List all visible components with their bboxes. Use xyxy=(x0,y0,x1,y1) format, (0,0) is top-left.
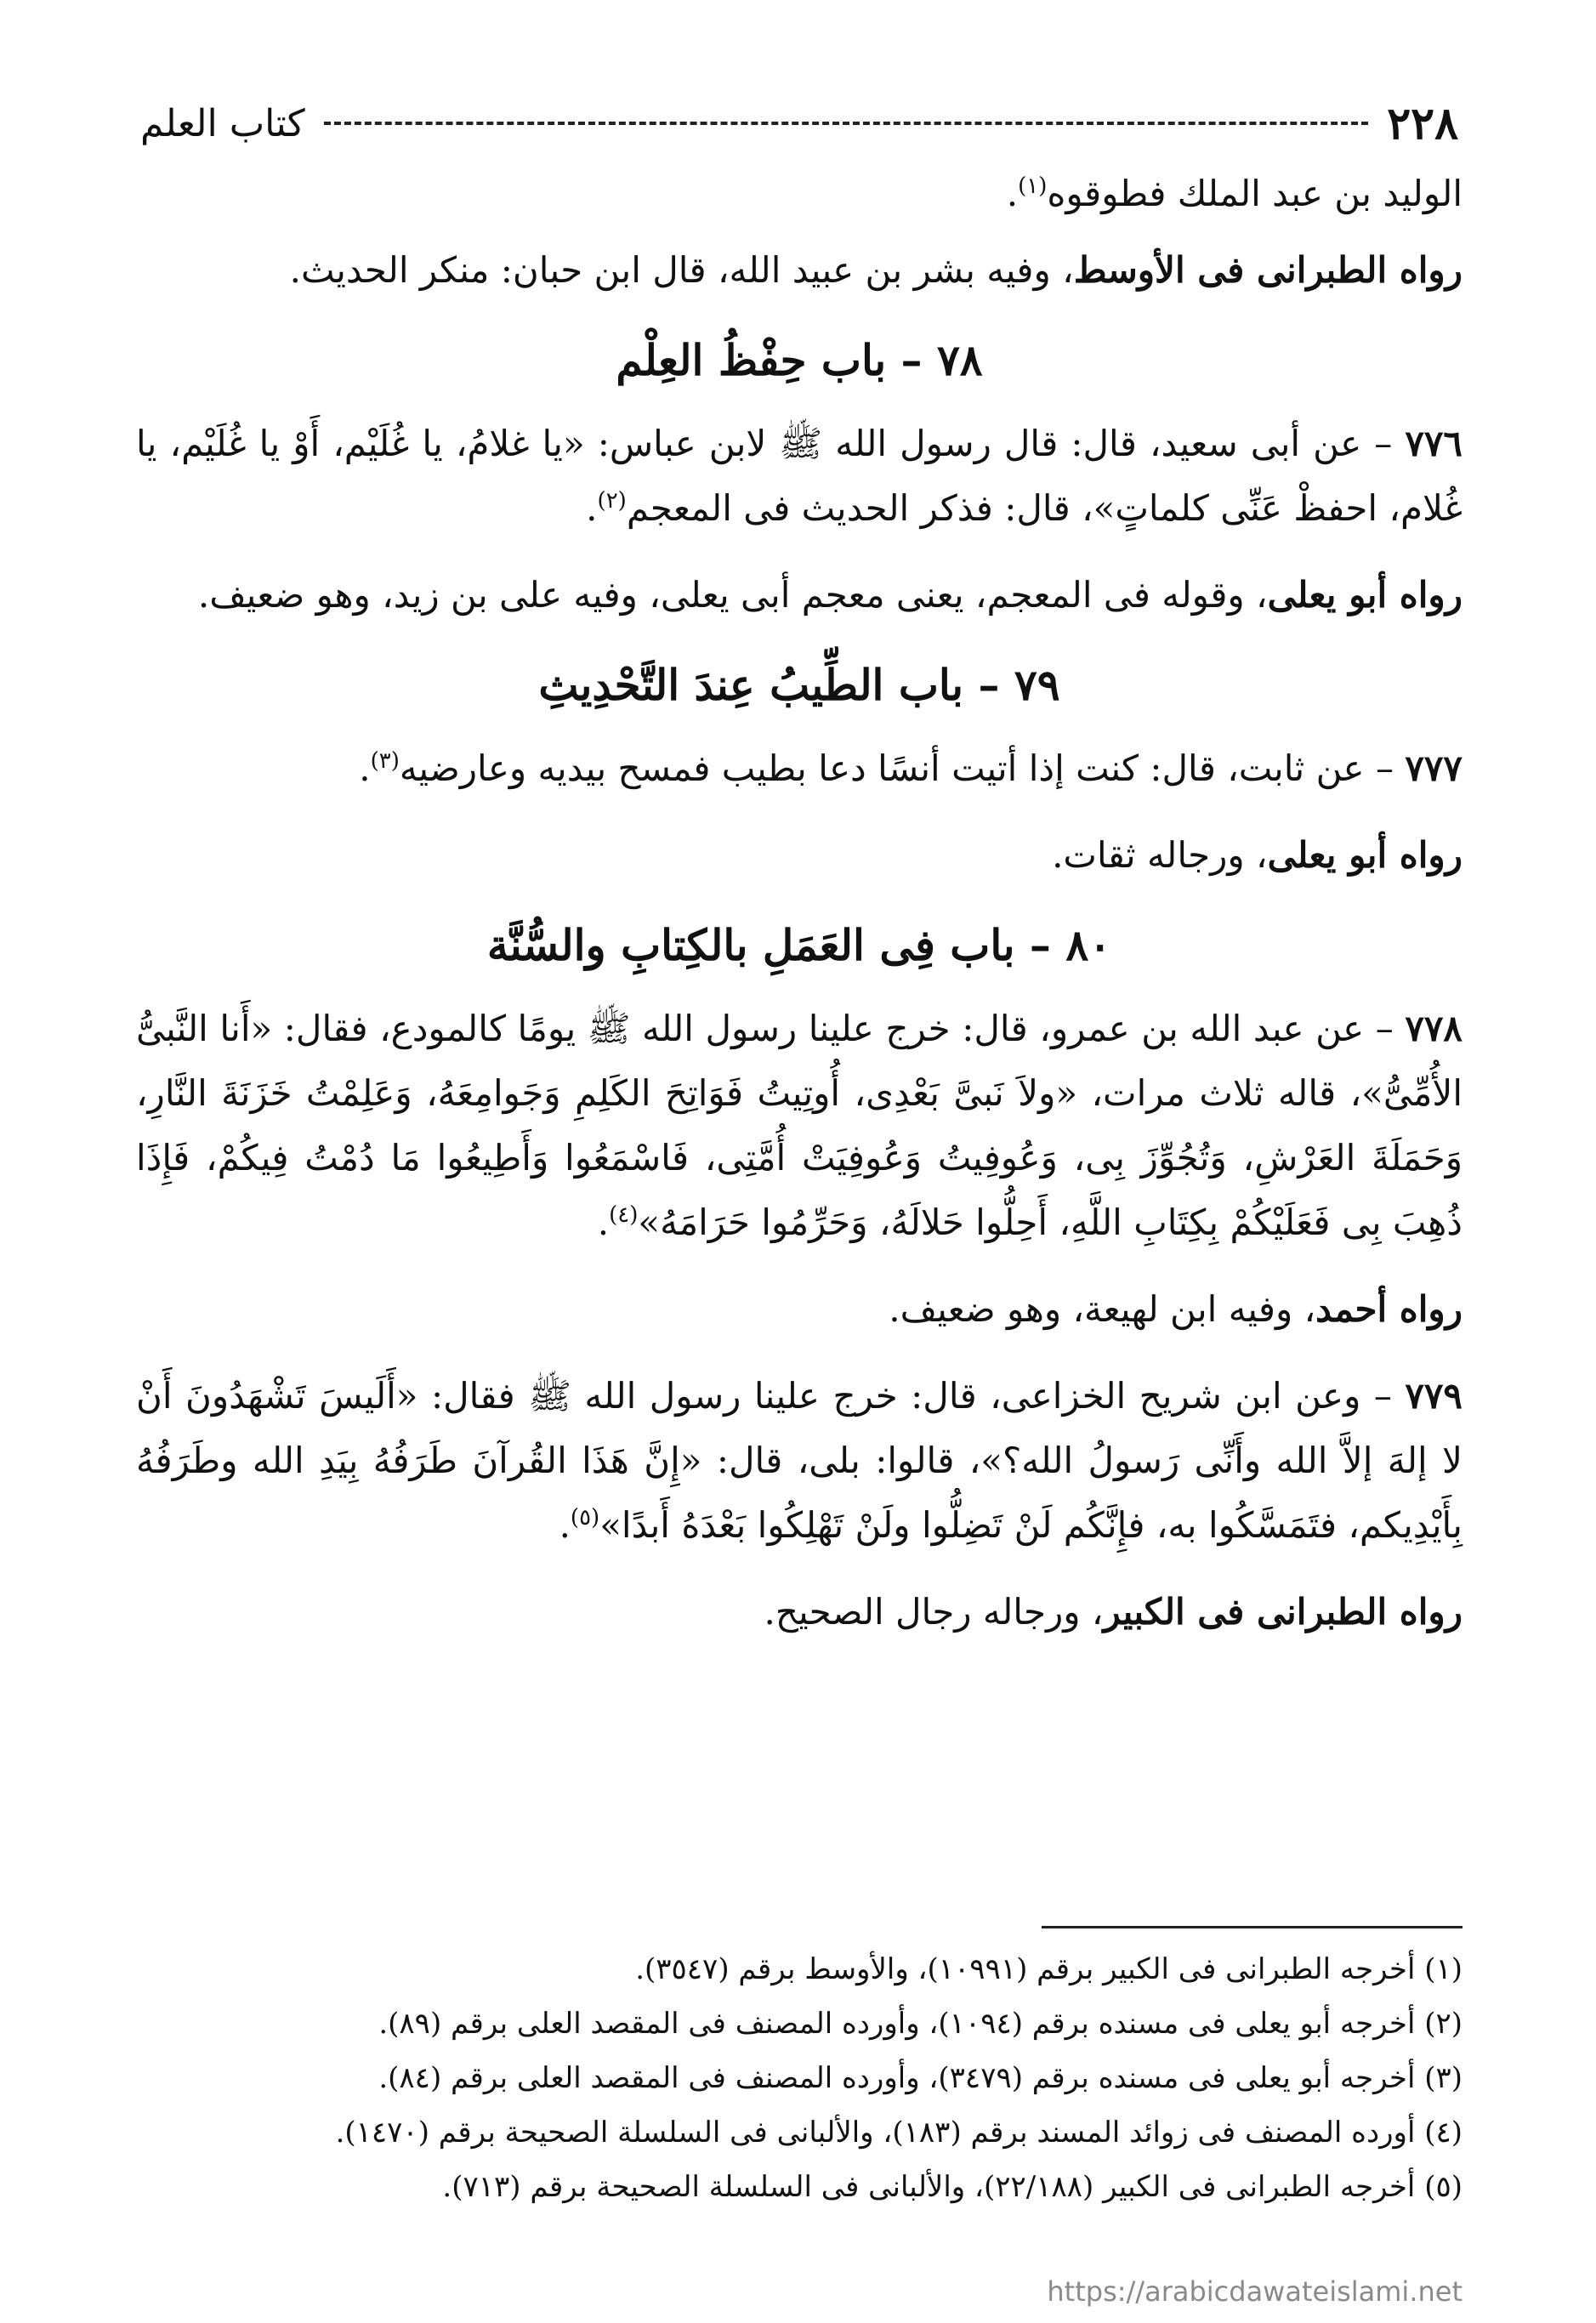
narration-source: رواه أبو يعلى xyxy=(1267,834,1463,876)
source-watermark: https://arabicdawateislami.net xyxy=(1047,2275,1463,2308)
narration-source: رواه الطبرانى فى الكبير xyxy=(1103,1591,1463,1633)
header-dashed-rule xyxy=(324,122,1368,125)
footnotes xyxy=(136,1942,1463,2214)
paragraph-end: . xyxy=(1006,173,1019,214)
narration-text: ، ورجاله ثقات. xyxy=(1052,834,1268,876)
footnote-ref: (٤) xyxy=(609,1202,639,1228)
narration-note xyxy=(136,1580,1463,1644)
footnote-3: (٣) أخرجه أبو يعلى فى مسنده برقم (٣٤٧٩)، وأورده المصنف فى المقصد العلى برقم (٨٤). xyxy=(378,2061,1463,2095)
footnote-separator xyxy=(1042,1926,1463,1928)
chapter-heading-79: ٧٩ – باب الطِّيبُ عِندَ التَّحْدِيثِ xyxy=(538,660,1060,710)
hadith-776 xyxy=(136,412,1463,541)
narration-text: ، وفيه بشر بن عبيد الله، قال ابن حبان: منكر الحديث. xyxy=(289,249,1074,291)
narration-note xyxy=(136,1277,1463,1342)
footnote-ref: (٣) xyxy=(370,748,400,774)
narration-source: رواه الطبرانى فى الأوسط xyxy=(1073,249,1463,291)
hadith-end: . xyxy=(597,1201,610,1243)
footnote-4: (٤) أورده المصنف فى زوائد المسند برقم (١٨٣)، والألبانى فى السلسلة الصحيحة برقم (١٤٧٠). xyxy=(335,2116,1463,2150)
hadith-779 xyxy=(136,1364,1463,1558)
hadith-778 xyxy=(136,997,1463,1255)
footnote-ref: (٥) xyxy=(570,1505,600,1531)
footnote-5: (٥) أخرجه الطبرانى فى الكبير (٢٢/١٨٨)، والألبانى فى السلسلة الصحيحة برقم (٧١٣). xyxy=(442,2170,1463,2204)
hadith-end: . xyxy=(359,747,371,789)
narration-note xyxy=(136,238,1463,303)
narration-source: رواه أحمد xyxy=(1315,1288,1463,1330)
narration-text: ، وفيه ابن لهيعة، وهو ضعيف. xyxy=(889,1288,1316,1330)
hadith-777 xyxy=(136,736,1463,801)
narration-text: ، وقوله فى المعجم، يعنى معجم أبى يعلى، وفيه على بن زيد، وهو ضعيف. xyxy=(197,574,1268,616)
narration-source: رواه أبو يعلى xyxy=(1267,574,1463,616)
hadith-number: ٧٧٩ xyxy=(1405,1375,1463,1417)
hadith-text: – وعن ابن شريح الخزاعى، قال: خرج علينا رسول الله ﷺ فقال: «أَلَيسَ تَشْهَدُونَ أَنْ لا إلهَ إلاَّ الله وأَنِّى رَسولُ الله؟»، قالوا: بلى، قال: «إِنَّ هَذَا القُرآنَ طَرَفُهُ بِيَدِ الله وطَرَفُهُ بِأَيْدِيكم، فتَمَسَّكُوا به، فإِنَّكُم لَنْ تَضِلُّوا ولَنْ تَهْلِكُوا بَعْدَهُ أَبدًا» xyxy=(136,1375,1463,1546)
main-text xyxy=(136,162,1463,1667)
chapter-heading-80: ٨٠ – باب فِى العَمَلِ بالكِتابِ والسُّنَّة xyxy=(486,920,1112,970)
page-number: ٢٢٨ xyxy=(1387,97,1458,150)
footnote-1: (١) أخرجه الطبرانى فى الكبير برقم (١٠٩٩١)، والأوسط برقم (٣٥٤٧). xyxy=(635,1952,1463,1986)
running-head xyxy=(140,94,1458,153)
hadith-end: . xyxy=(559,1504,571,1546)
paragraph-continuation xyxy=(136,162,1463,226)
hadith-number: ٧٧٨ xyxy=(1405,1008,1463,1049)
hadith-text: – عن ثابت، قال: كنت إذا أتيت أنسًا دعا بطيب فمسح بيديه وعارضيه xyxy=(399,747,1406,789)
footnote-ref: (٢) xyxy=(597,488,627,514)
narration-text: ، ورجاله رجال الصحيح. xyxy=(764,1591,1104,1633)
footnote-2: (٢) أخرجه أبو يعلى فى مسنده برقم (١٠٩٤)، وأورده المصنف فى المقصد العلى برقم (٨٩). xyxy=(378,2007,1463,2041)
book-title: كتاب العلم xyxy=(140,101,305,145)
hadith-number: ٧٧٧ xyxy=(1405,747,1463,789)
footnote-ref: (١) xyxy=(1018,173,1048,199)
hadith-number: ٧٧٦ xyxy=(1405,423,1463,464)
chapter-heading-78: ٧٨ – باب حِفْظُ العِلْم xyxy=(616,335,983,385)
hadith-end: . xyxy=(586,487,598,529)
paragraph-text: الوليد بن عبد الملك فطوقوه xyxy=(1047,173,1463,214)
hadith-text: – عن عبد الله بن عمرو، قال: خرج علينا رسول الله ﷺ يومًا كالمودع، فقال: «أَنا النَّبىُّ الأُمِّىُّ»، قاله ثلاث مرات، «ولاَ نَبىَّ بَعْدِى، أُوتِيتُ فَوَاتِحَ الكَلِمِ وَجَوامِعَهُ، وَعَلِمْتُ خَزَنَةَ النَّارِ، وَحَمَلَةَ العَرْشِ، وَتُجُوِّزَ بِى، وَعُوفِيتُ وَعُوفِيَتْ أُمَّتِى، فَاسْمَعُوا وَأَطِيعُوا مَا دُمْتُ فِيكُمْ، فَإِذَا ذُهِبَ بِى فَعَلَيْكُمْ بِكِتَابِ اللَّهِ، أَحِلُّوا حَلالَهُ، وَحَرِّمُوا حَرَامَهُ» xyxy=(136,1008,1463,1243)
hadith-text: – عن أبى سعيد، قال: قال رسول الله ﷺ لابن عباس: «يا غلامُ، يا غُلَيْم، أَوْ يا غُلَيْم، يا غُلام، احفظْ عَنِّى كلماتٍ»، قال: فذكر الحديث فى المعجم xyxy=(136,423,1463,529)
narration-note xyxy=(136,823,1463,888)
narration-note xyxy=(136,563,1463,628)
